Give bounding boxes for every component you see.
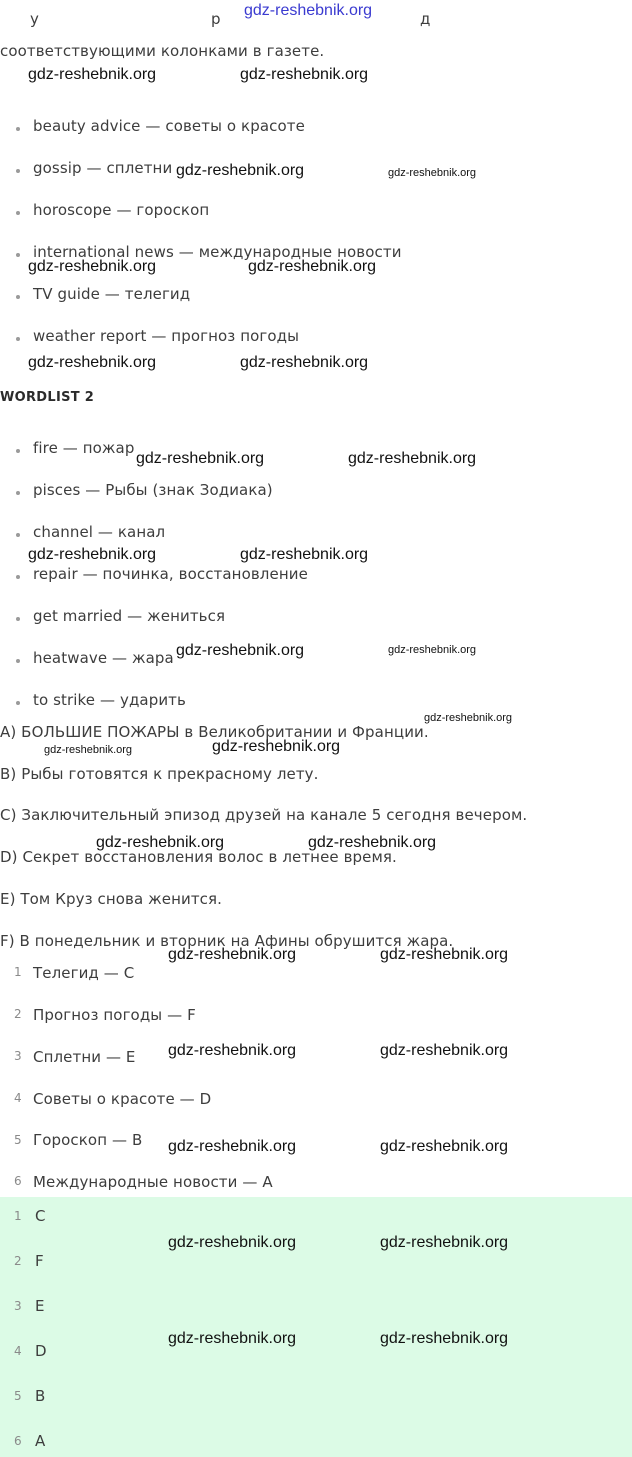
bullet-icon (16, 253, 20, 257)
list-item: heatwave — жара (33, 649, 174, 667)
list-number: 3 (14, 1049, 22, 1063)
watermark: gdz-reshebnik.org (168, 1138, 297, 1155)
headline: A) БОЛЬШИЕ ПОЖАРЫ в Великобритании и Франции. (0, 723, 429, 741)
watermark: gdz-reshebnik.org (240, 546, 369, 563)
list-number: 6 (14, 1434, 22, 1448)
bullet-icon (16, 337, 20, 341)
watermark: gdz-reshebnik.org (176, 162, 305, 179)
list-number: 4 (14, 1344, 22, 1358)
list-number: 3 (14, 1299, 22, 1313)
list-item: Сплетни — E (33, 1048, 136, 1066)
list-item: Гороскоп — B (33, 1131, 143, 1149)
list-item: Советы о красоте — D (33, 1090, 212, 1108)
list-item: beauty advice — советы о красоте (33, 117, 305, 135)
list-item: repair — починка, восстановление (33, 565, 308, 583)
list-item: weather report — прогноз погоды (33, 327, 300, 345)
list-item: get married — жениться (33, 607, 226, 625)
bullet-icon (16, 617, 20, 621)
list-item: gossip — сплетни (33, 159, 173, 177)
headline: B) Рыбы готовятся к прекрасному лету. (0, 765, 319, 783)
bullet-icon (16, 169, 20, 173)
watermark: gdz-reshebnik.org (244, 2, 373, 19)
list-number: 2 (14, 1007, 22, 1021)
list-item: pisces — Рыбы (знак Зодиака) (33, 481, 273, 499)
watermark: gdz-reshebnik.org (380, 1042, 509, 1059)
watermark: gdz-reshebnik.org (380, 1138, 509, 1155)
watermark: gdz-reshebnik.org (380, 946, 509, 963)
intro-fragment: д (420, 10, 431, 28)
watermark: gdz-reshebnik.org (348, 450, 477, 467)
headline: F) В понедельник и вторник на Афины обрушится жара. (0, 932, 454, 950)
answer-letter: D (35, 1342, 47, 1360)
list-number: 5 (14, 1133, 22, 1147)
bullet-icon (16, 449, 20, 453)
list-number: 4 (14, 1091, 22, 1105)
bullet-icon (16, 295, 20, 299)
watermark: gdz-reshebnik.org (248, 258, 377, 275)
list-item: Прогноз погоды — F (33, 1006, 196, 1024)
watermark: gdz-reshebnik.org (168, 1042, 297, 1059)
answer-panel (0, 1197, 632, 1457)
list-number: 1 (14, 1209, 22, 1223)
list-item: international news — международные новости (33, 243, 402, 261)
watermark: gdz-reshebnik.org (136, 450, 265, 467)
watermark: gdz-reshebnik.org (424, 712, 513, 724)
watermark: gdz-reshebnik.org (388, 167, 477, 179)
answer-letter: A (35, 1432, 46, 1450)
watermark: gdz-reshebnik.org (28, 258, 157, 275)
headline: D) Секрет восстановления волос в летнее время. (0, 848, 397, 866)
watermark: gdz-reshebnik.org (380, 1330, 509, 1347)
list-number: 6 (14, 1174, 22, 1188)
watermark: gdz-reshebnik.org (28, 354, 157, 371)
bullet-icon (16, 659, 20, 663)
intro-text: соответствующими колонками в газете. (0, 42, 325, 60)
answer-letter: F (35, 1252, 44, 1270)
watermark: gdz-reshebnik.org (96, 834, 225, 851)
watermark: gdz-reshebnik.org (388, 644, 477, 656)
bullet-icon (16, 211, 20, 215)
answer-letter: E (35, 1297, 45, 1315)
watermark: gdz-reshebnik.org (168, 1330, 297, 1347)
list-item: Международные новости — A (33, 1173, 273, 1191)
watermark: gdz-reshebnik.org (308, 834, 437, 851)
bullet-icon (16, 533, 20, 537)
watermark: gdz-reshebnik.org (28, 546, 157, 563)
headline: C) Заключительный эпизод друзей на канале 5 сегодня вечером. (0, 806, 528, 824)
watermark: gdz-reshebnik.org (168, 946, 297, 963)
bullet-icon (16, 701, 20, 705)
watermark: gdz-reshebnik.org (380, 1234, 509, 1251)
list-item: Телегид — C (33, 964, 135, 982)
section-heading: WORDLIST 2 (0, 390, 95, 405)
list-number: 5 (14, 1389, 22, 1403)
list-item: TV guide — телегид (33, 285, 191, 303)
watermark: gdz-reshebnik.org (28, 66, 157, 83)
list-item: fire — пожар (33, 439, 135, 457)
watermark: gdz-reshebnik.org (240, 354, 369, 371)
headline: E) Том Круз снова женится. (0, 890, 223, 908)
intro-fragment: у (30, 10, 39, 28)
list-item: horoscope — гороскоп (33, 201, 210, 219)
bullet-icon (16, 575, 20, 579)
bullet-icon (16, 127, 20, 131)
list-item: to strike — ударить (33, 691, 186, 709)
answer-letter: B (35, 1387, 46, 1405)
watermark: gdz-reshebnik.org (212, 738, 341, 755)
watermark: gdz-reshebnik.org (176, 642, 305, 659)
watermark: gdz-reshebnik.org (168, 1234, 297, 1251)
intro-fragment: р (211, 10, 221, 28)
list-number: 2 (14, 1254, 22, 1268)
list-number: 1 (14, 965, 22, 979)
watermark: gdz-reshebnik.org (240, 66, 369, 83)
watermark: gdz-reshebnik.org (44, 744, 133, 756)
list-item: channel — канал (33, 523, 166, 541)
answer-letter: C (35, 1207, 46, 1225)
bullet-icon (16, 491, 20, 495)
